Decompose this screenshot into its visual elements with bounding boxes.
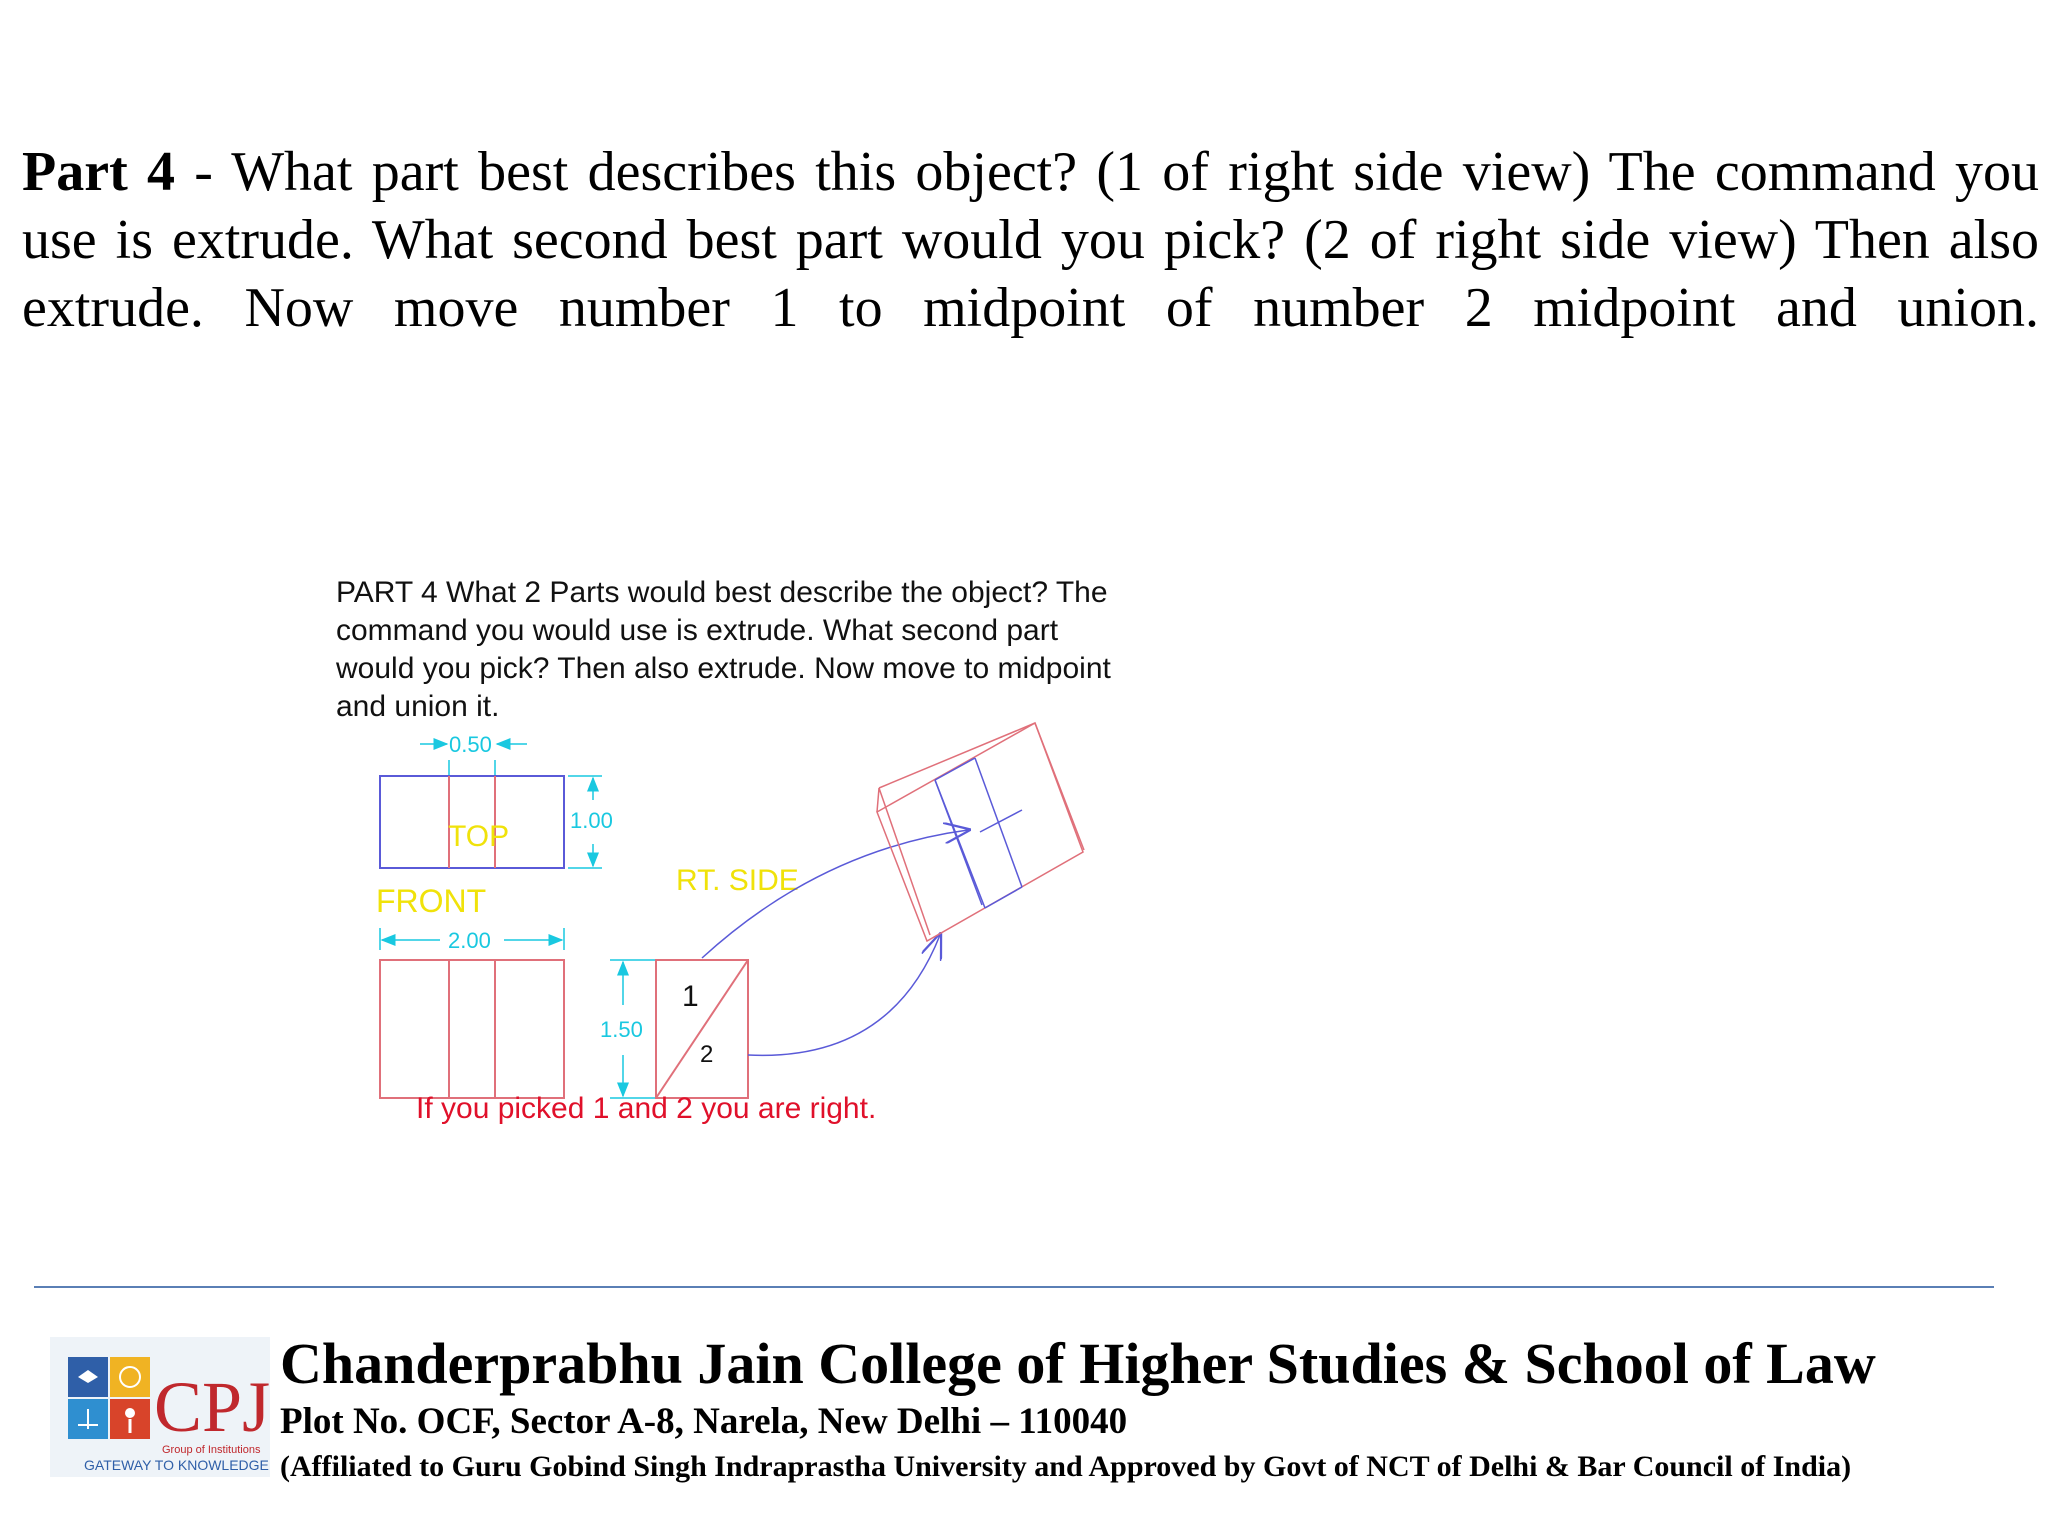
dim-front-width-label: 2.00 (448, 928, 491, 953)
instruction-text: - What part best describes this object? (1 of right side view) The command you use is extrude. What second best part would you pick? (2 of right side view) Then also extrude. Now move number 1 to midpoint of number 2 midpoint and union. (22, 141, 2039, 339)
footer-divider (34, 1286, 1994, 1288)
top-view (380, 776, 564, 868)
part-label: Part 4 (22, 141, 175, 203)
logo-text: CPJ (154, 1367, 270, 1447)
dim-front-width (380, 928, 564, 953)
right-side-view-label: RT. SIDE (676, 864, 799, 897)
front-view (380, 960, 564, 1098)
dim-top-width (420, 732, 527, 775)
dim-front-height (600, 960, 655, 1098)
dim-top-height (568, 776, 613, 868)
dim-top-width-label: 0.50 (449, 732, 492, 757)
college-name: Chanderprabhu Jain College of Higher Studies & School of Law (280, 1331, 1876, 1396)
front-view-label: FRONT (376, 883, 487, 919)
isometric-object (877, 723, 1084, 941)
answer-text: If you picked 1 and 2 you are right. (416, 1092, 877, 1125)
logo-group-text: Group of Institutions (162, 1444, 261, 1456)
college-logo (50, 1337, 270, 1477)
part-2-label: 2 (700, 1041, 714, 1068)
logo-motto: GATEWAY TO KNOWLEDGE (84, 1457, 269, 1473)
dim-front-height-label: 1.50 (600, 1017, 643, 1042)
curve-part-2 (748, 935, 940, 1055)
drawing-caption: PART 4 What 2 Parts would best describe the object? The command you would use is extrude. What second part would you pick? Then also extrude. Now move to midpoint and union it. (336, 576, 1111, 723)
part-1-label: 1 (682, 980, 699, 1013)
college-address: Plot No. OCF, Sector A-8, Narela, New Delhi – 110040 (280, 1401, 1128, 1442)
dim-top-height-label: 1.00 (570, 808, 613, 833)
top-view-label: TOP (448, 820, 510, 853)
college-affiliation: (Affiliated to Guru Gobind Singh Indraprastha University and Approved by Govt of NCT of Delhi & Bar Council of India) (280, 1450, 1852, 1483)
